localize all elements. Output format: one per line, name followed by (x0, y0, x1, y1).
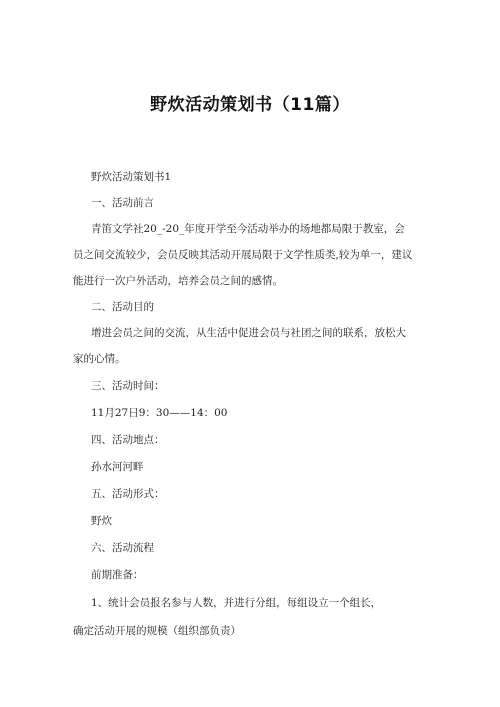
purpose-line-2: 家的心情。 (73, 353, 126, 365)
prep-heading: 前期准备： (91, 569, 144, 581)
preface-line-2: 员之间交流较少，会员反映其活动开展局限于文学性质类,较为单一，建议 (73, 249, 413, 261)
purpose-line-1: 增进会员之间的交流，从生活中促进会员与社团之间的联系，放松大 (91, 327, 406, 339)
step1-line-1: 1、统计会员报名参与人数，并进行分组，每组设立一个组长， (91, 597, 382, 609)
section-heading-location: 四、活动地点： (91, 434, 165, 446)
document-subtitle: 野炊活动策划书1 (91, 171, 172, 183)
location-value: 孙水河河畔 (91, 461, 144, 473)
section-heading-purpose: 二、活动目的 (91, 301, 154, 313)
section-heading-time: 三、活动时间： (91, 380, 165, 392)
section-heading-format: 五、活动形式： (91, 488, 165, 500)
preface-line-3: 能进行一次户外活动，培养会员之间的感情。 (73, 275, 283, 287)
section-heading-preface: 一、活动前言 (91, 197, 154, 209)
section-heading-process: 六、活动流程 (91, 542, 154, 554)
time-value: 11月27日9：30——14：00 (91, 407, 228, 419)
format-value: 野炊 (91, 515, 112, 527)
preface-line-1: 青笛文学社20_-20_年度开学至今活动举办的场地都局限于教室，会 (91, 223, 405, 235)
step1-line-2: 确定活动开展的规模（组织部负责） (73, 625, 241, 637)
document-title: 野炊活动策划书（11篇） (150, 95, 350, 115)
